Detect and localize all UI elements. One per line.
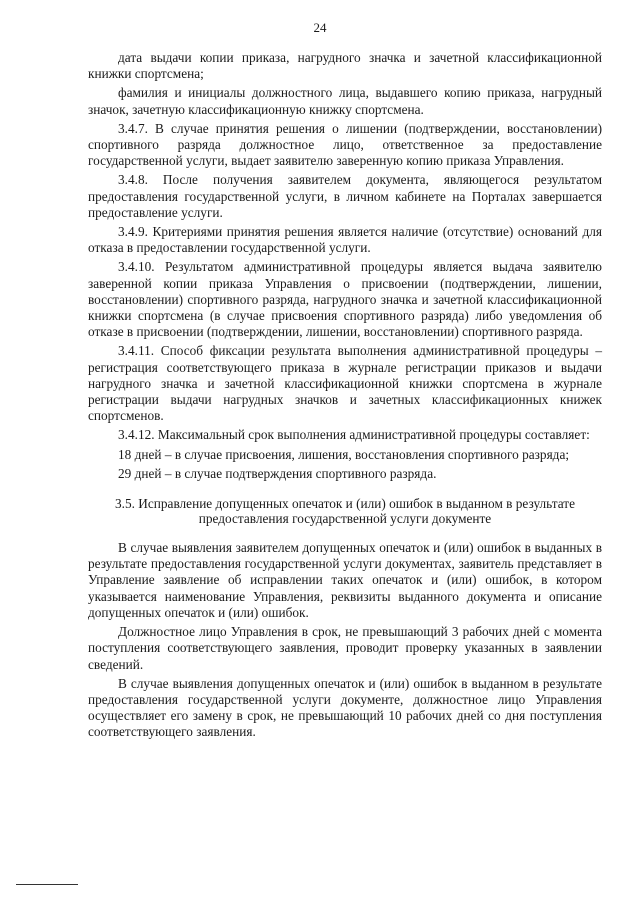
- document-body: [88, 50, 602, 744]
- paragraph: 3.4.11. Способ фиксации результата выполнения административной процедуры – регистрация соответствующего приказа в журнале регистрации приказов и выдачи нагрудного значка и зачетной классификационной книжки спортсмена в журнале регистрации выдачи нагрудных значков и зачетных классификационных книжек спортсменов.: [88, 343, 602, 424]
- page-number: 24: [313, 20, 327, 35]
- paragraph: В случае выявления заявителем допущенных опечаток и (или) ошибок в выданных в результате предоставления государственной услуги документах, заявитель представляет в Управление заявление об исправлении таких опечаток и (или) ошибок, в котором указывается наименование Управления, реквизиты выданного документа и описание допущенных опечаток и (или) ошибок.: [88, 540, 602, 620]
- paragraph: 3.4.8. После получения заявителем документа, являющегося результатом предоставления государственной услуги, в личном кабинете на Порталах завершается предоставление услуги.: [88, 172, 602, 220]
- paragraph: 3.4.9. Критериями принятия решения является наличие (отсутствие) оснований для отказа в предоставлении государственной услуги.: [88, 224, 602, 256]
- paragraph: 3.4.7. В случае принятия решения о лишении (подтверждении, восстановлении) спортивного разряда должностное лицо, ответственное за предоставление государственной услуги, выдает заявителю заверенную копию приказа Управления.: [88, 120, 602, 169]
- paragraph: 18 дней – в случае присвоения, лишения, восстановления спортивного разряда;: [118, 446, 570, 462]
- paragraph: Должностное лицо Управления в срок, не превышающий 3 рабочих дней с момента поступления соответствующего заявления, проводит проверку указанных в заявлении сведений.: [88, 624, 602, 672]
- paragraph: дата выдачи копии приказа, нагрудного значка и зачетной классификационной книжки спортсмена;: [88, 50, 602, 82]
- section-heading: 3.5. Исправление допущенных опечаток и (или) ошибок в выданном в результате предоставления государственной услуги документе: [115, 496, 575, 527]
- paragraph: фамилия и инициалы должностного лица, выдавшего копию приказа, нагрудный значок, зачетную классификационную книжку спортсмена.: [88, 85, 602, 117]
- footnote-divider: [16, 884, 78, 885]
- paragraph: 29 дней – в случае подтверждения спортивного разряда.: [118, 465, 437, 481]
- paragraph: 3.4.12. Максимальный срок выполнения административной процедуры составляет:: [118, 427, 590, 443]
- paragraph: В случае выявления допущенных опечаток и (или) ошибок в выданном в результате предоставления государственной услуги документе, должностное лицо Управления осуществляет его замену в срок, не превышающий 10 рабочих дней со дня поступления соответствующего заявления.: [88, 675, 602, 740]
- paragraph: 3.4.10. Результатом административной процедуры является выдача заявителю заверенной копии приказа Управления о присвоении (подтверждении, лишении, восстановлении) спортивного разряда, нагрудного значка и зачетной классификационной книжки спортсмена (в случае присвоения спортивного разряда) либо уведомления об отказе в присвоении (подтверждении, лишении, восстановлении) спортивного разряда.: [88, 259, 602, 340]
